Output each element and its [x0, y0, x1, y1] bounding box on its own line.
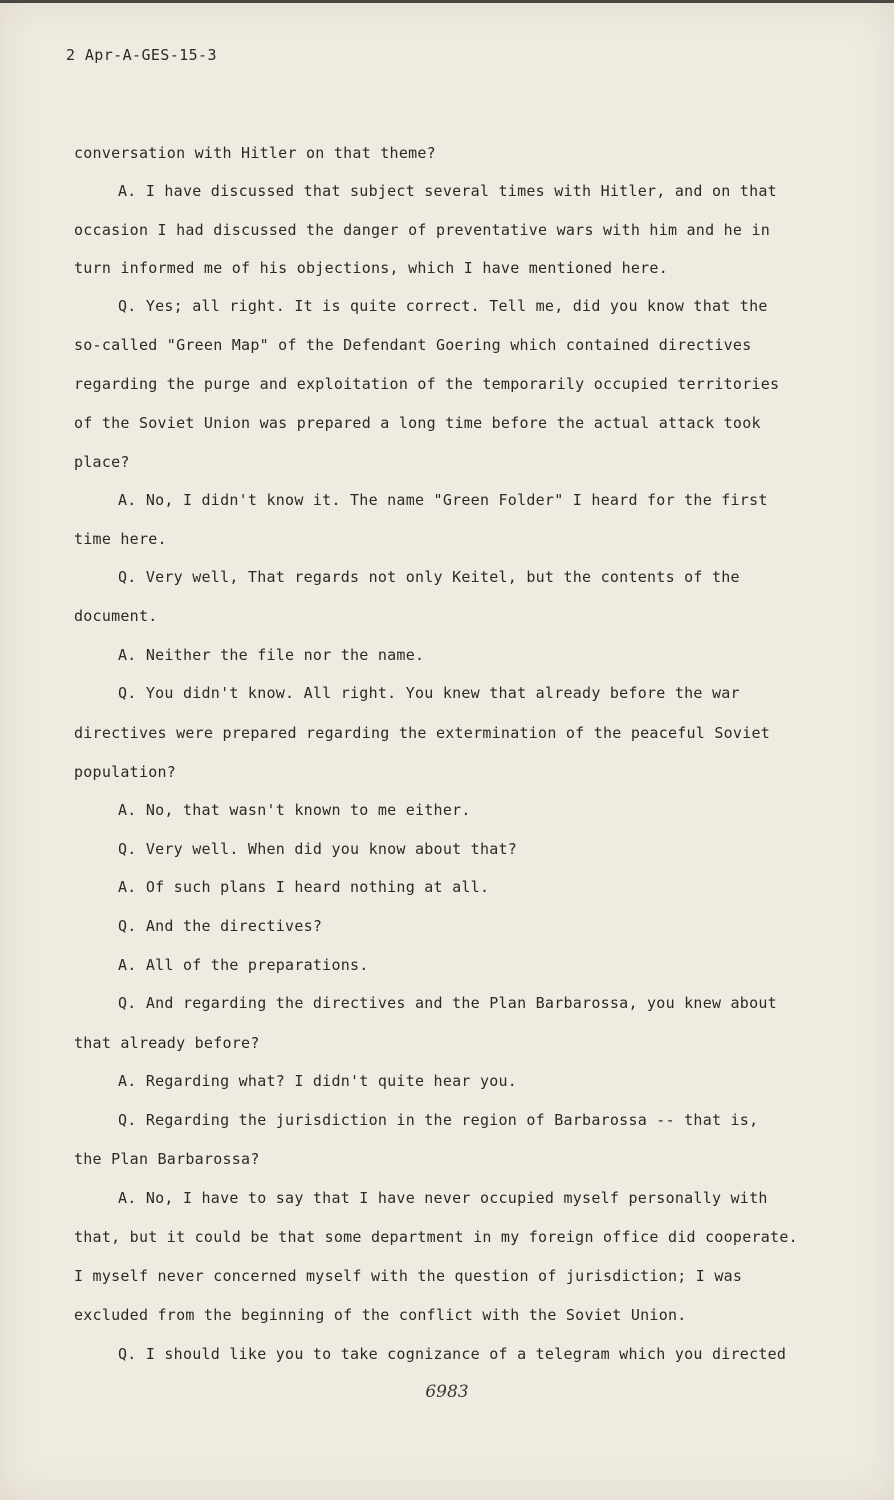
- text-line: A. Of such plans I heard nothing at all.: [118, 878, 490, 896]
- text-line: Q. And regarding the directives and the Plan Barbarossa, you knew about: [118, 994, 777, 1012]
- page-top-edge: [0, 0, 894, 3]
- text-line: Q. I should like you to take cognizance of a telegram which you directed: [118, 1345, 787, 1363]
- text-line: Q. And the directives?: [118, 917, 323, 935]
- text-line: conversation with Hitler on that theme?: [74, 144, 436, 162]
- text-line: turn informed me of his objections, which I have mentioned here.: [74, 259, 668, 277]
- text-line: occasion I had discussed the danger of preventative wars with him and he in: [74, 221, 771, 239]
- text-line: so-called "Green Map" of the Defendant Goering which contained directives: [74, 336, 752, 354]
- text-line: A. Neither the file nor the name.: [118, 646, 425, 664]
- text-line: document.: [74, 607, 158, 625]
- text-line: A. No, I have to say that I have never occupied myself personally with: [118, 1189, 768, 1207]
- text-line: Q. You didn't know. All right. You knew that already before the war: [118, 684, 740, 702]
- text-line: time here.: [74, 530, 167, 548]
- text-line: I myself never concerned myself with the question of jurisdiction; I was: [74, 1267, 743, 1285]
- text-line: directives were prepared regarding the extermination of the peaceful Soviet: [74, 724, 771, 742]
- text-line: A. Regarding what? I didn't quite hear you.: [118, 1072, 518, 1090]
- text-line: A. No, I didn't know it. The name "Green Folder" I heard for the first: [118, 491, 768, 509]
- text-line: that, but it could be that some department in my foreign office did cooperate.: [74, 1228, 798, 1246]
- text-line: population?: [74, 763, 177, 781]
- text-line: the Plan Barbarossa?: [74, 1150, 260, 1168]
- text-line: A. All of the preparations.: [118, 956, 369, 974]
- text-line: place?: [74, 453, 130, 471]
- page-number: 6983: [425, 1382, 469, 1402]
- text-line: Q. Very well. When did you know about that?: [118, 840, 518, 858]
- text-line: Q. Very well, That regards not only Keitel, but the contents of the: [118, 568, 740, 586]
- text-line: A. No, that wasn't known to me either.: [118, 801, 471, 819]
- text-line: that already before?: [74, 1034, 260, 1052]
- text-line: A. I have discussed that subject several times with Hitler, and on that: [118, 182, 777, 200]
- text-line: regarding the purge and exploitation of the temporarily occupied territories: [74, 375, 780, 393]
- text-line: Q. Regarding the jurisdiction in the region of Barbarossa -- that is,: [118, 1111, 759, 1129]
- text-line: Q. Yes; all right. It is quite correct. Tell me, did you know that the: [118, 297, 768, 315]
- text-line: of the Soviet Union was prepared a long time before the actual attack took: [74, 414, 761, 432]
- header-reference: 2 Apr-A-GES-15-3: [66, 46, 217, 64]
- text-line: excluded from the beginning of the conflict with the Soviet Union.: [74, 1306, 687, 1324]
